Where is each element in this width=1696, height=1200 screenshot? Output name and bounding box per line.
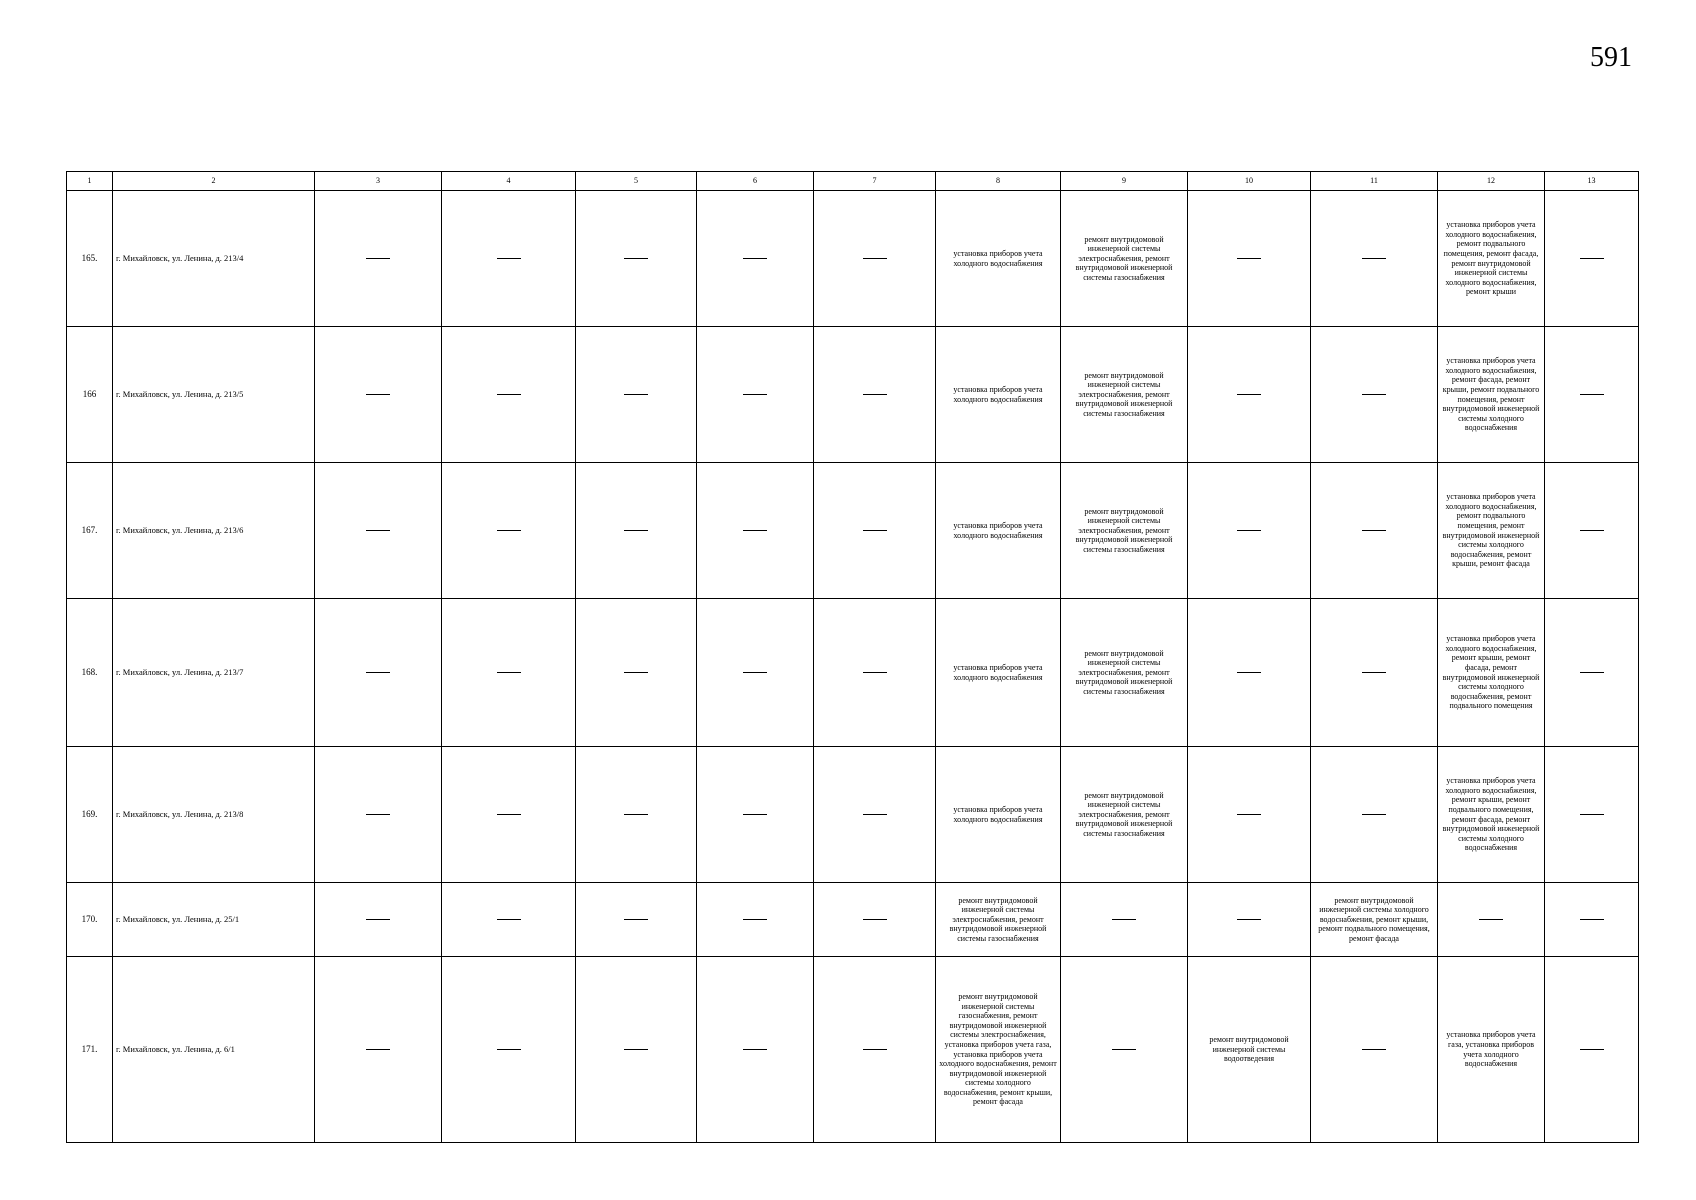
dash-mark: [743, 919, 767, 920]
empty-cell-c4: [442, 747, 576, 883]
dash-mark: [863, 1049, 887, 1050]
dash-mark: [1237, 258, 1261, 259]
table-row: [67, 599, 1639, 747]
empty-cell-c4: [442, 327, 576, 463]
dash-mark: [743, 1049, 767, 1050]
dash-mark: [863, 530, 887, 531]
dash-mark: [863, 919, 887, 920]
empty-cell-c6: [697, 957, 814, 1143]
address-cell: г. Михайловск, ул. Ленина, д. 213/7: [113, 599, 315, 747]
dash-mark: [624, 530, 648, 531]
work-list-cell-c10: [1188, 957, 1311, 1143]
row-number: 168.: [67, 599, 113, 747]
dash-mark: [497, 394, 521, 395]
empty-cell-c5: [576, 191, 697, 327]
dash-mark: [1362, 530, 1386, 531]
column-header-1: 1: [67, 172, 113, 191]
work-list-text: ремонт внутридомовой инженерной системы электроснабжения, ремонт внутридомовой инженерной системы газоснабжения: [1075, 370, 1173, 418]
address-cell: г. Михайловск, ул. Ленина, д. 213/6: [113, 463, 315, 599]
row-number: 169.: [67, 747, 113, 883]
empty-cell-c10: [1188, 463, 1311, 599]
dash-mark: [1580, 530, 1604, 531]
address-cell: г. Михайловск, ул. Ленина, д. 213/5: [113, 327, 315, 463]
work-list-cell-c9: [1061, 747, 1188, 883]
work-list-text: установка приборов учета холодного водоснабжения, ремонт подвального помещения, ремонт фасада, ремонт внутридомовой инженерной системы холодного водоснабжения, ремонт крыши: [1443, 220, 1539, 297]
work-list-text: ремонт внутридомовой инженерной системы электроснабжения, ремонт внутридомовой инженерной системы газоснабжения: [949, 895, 1047, 943]
empty-cell-c3: [315, 191, 442, 327]
dash-mark: [743, 394, 767, 395]
dash-mark: [366, 394, 390, 395]
dash-mark: [1362, 814, 1386, 815]
work-list-text: ремонт внутридомовой инженерной системы газоснабжения, ремонт внутридомовой инженерной системы электроснабжения, установка приборов учета газа, установка приборов учета холодного водоснабжения, ремонт внутридомовой инженерной системы холодного водоснабжения, ремонт крыши, ремонт фасада: [939, 991, 1057, 1107]
table-row: [67, 463, 1639, 599]
work-list-text: установка приборов учета холодного водоснабжения: [953, 662, 1043, 682]
work-list-cell-c9: [1061, 327, 1188, 463]
work-list-text: ремонт внутридомовой инженерной системы водоотведения: [1209, 1035, 1289, 1064]
work-list-text: установка приборов учета холодного водоснабжения, ремонт фасада, ремонт крыши, ремонт подвального помещения, ремонт внутридомовой инженерной системы холодного водоснабжения: [1442, 356, 1540, 433]
empty-cell-c4: [442, 463, 576, 599]
dash-mark: [624, 394, 648, 395]
empty-cell-c9: [1061, 957, 1188, 1143]
empty-cell-c10: [1188, 747, 1311, 883]
empty-cell-c3: [315, 747, 442, 883]
dash-mark: [366, 672, 390, 673]
dash-mark: [1362, 394, 1386, 395]
dash-mark: [1580, 672, 1604, 673]
empty-cell-c3: [315, 463, 442, 599]
dash-mark: [497, 672, 521, 673]
address-cell: г. Михайловск, ул. Ленина, д. 25/1: [113, 883, 315, 957]
dash-mark: [624, 814, 648, 815]
work-list-cell-c12: [1438, 599, 1545, 747]
dash-mark: [624, 1049, 648, 1050]
empty-cell-c10: [1188, 191, 1311, 327]
empty-cell-c13: [1545, 747, 1639, 883]
work-list-cell-c12: [1438, 747, 1545, 883]
empty-cell-c12: [1438, 883, 1545, 957]
dash-mark: [863, 394, 887, 395]
table-header-row: [67, 172, 1639, 191]
empty-cell-c11: [1311, 747, 1438, 883]
dash-mark: [1580, 394, 1604, 395]
dash-mark: [1580, 919, 1604, 920]
table-row: [67, 191, 1639, 327]
empty-cell-c3: [315, 883, 442, 957]
empty-cell-c11: [1311, 191, 1438, 327]
empty-cell-c4: [442, 191, 576, 327]
column-header-5: 5: [576, 172, 697, 191]
table-row: [67, 747, 1639, 883]
work-list-text: установка приборов учета газа, установка приборов учета холодного водоснабжения: [1446, 1030, 1536, 1069]
dash-mark: [1362, 672, 1386, 673]
work-list-text: ремонт внутридомовой инженерной системы электроснабжения, ремонт внутридомовой инженерной системы газоснабжения: [1075, 648, 1173, 696]
work-list-text: установка приборов учета холодного водоснабжения: [953, 248, 1043, 268]
address-cell: г. Михайловск, ул. Ленина, д. 213/4: [113, 191, 315, 327]
empty-cell-c6: [697, 747, 814, 883]
work-list-cell-c12: [1438, 957, 1545, 1143]
dash-mark: [743, 530, 767, 531]
work-list-text: ремонт внутридомовой инженерной системы холодного водоснабжения, ремонт крыши, ремонт подвального помещения, ремонт фасада: [1318, 895, 1430, 943]
column-header-11: 11: [1311, 172, 1438, 191]
dash-mark: [497, 814, 521, 815]
empty-cell-c5: [576, 327, 697, 463]
empty-cell-c11: [1311, 327, 1438, 463]
dash-mark: [863, 814, 887, 815]
work-list-text: установка приборов учета холодного водоснабжения: [953, 384, 1043, 404]
work-list-text: установка приборов учета холодного водоснабжения, ремонт подвального помещения, ремонт внутридомовой инженерной системы холодного водоснабжения, ремонт крыши, ремонт фасада: [1442, 492, 1540, 569]
empty-cell-c7: [814, 883, 936, 957]
work-list-text: установка приборов учета холодного водоснабжения: [953, 804, 1043, 824]
work-list-cell-c8: [936, 599, 1061, 747]
column-header-9: 9: [1061, 172, 1188, 191]
work-list-cell-c11: [1311, 883, 1438, 957]
work-list-text: ремонт внутридомовой инженерной системы электроснабжения, ремонт внутридомовой инженерной системы газоснабжения: [1075, 506, 1173, 554]
work-list-cell-c8: [936, 191, 1061, 327]
dash-mark: [624, 919, 648, 920]
table-row: [67, 883, 1639, 957]
empty-cell-c13: [1545, 327, 1639, 463]
empty-cell-c5: [576, 883, 697, 957]
dash-mark: [1580, 258, 1604, 259]
address-cell: г. Михайловск, ул. Ленина, д. 6/1: [113, 957, 315, 1143]
empty-cell-c3: [315, 599, 442, 747]
row-number: 165.: [67, 191, 113, 327]
empty-cell-c4: [442, 883, 576, 957]
work-list-cell-c9: [1061, 599, 1188, 747]
dash-mark: [1237, 814, 1261, 815]
empty-cell-c3: [315, 957, 442, 1143]
work-list-text: ремонт внутридомовой инженерной системы электроснабжения, ремонт внутридомовой инженерной системы газоснабжения: [1075, 790, 1173, 838]
empty-cell-c6: [697, 883, 814, 957]
dash-mark: [366, 814, 390, 815]
row-number: 166: [67, 327, 113, 463]
column-header-6: 6: [697, 172, 814, 191]
table-row: [67, 957, 1639, 1143]
dash-mark: [1580, 1049, 1604, 1050]
dash-mark: [863, 672, 887, 673]
work-list-cell-c8: [936, 463, 1061, 599]
column-header-4: 4: [442, 172, 576, 191]
dash-mark: [1237, 919, 1261, 920]
empty-cell-c10: [1188, 599, 1311, 747]
empty-cell-c7: [814, 599, 936, 747]
empty-cell-c10: [1188, 883, 1311, 957]
dash-mark: [1237, 394, 1261, 395]
dash-mark: [366, 919, 390, 920]
work-list-text: установка приборов учета холодного водоснабжения, ремонт крыши, ремонт подвального помещения, ремонт фасада, ремонт внутридомовой инженерной системы холодного водоснабжения: [1442, 776, 1540, 853]
work-list-cell-c12: [1438, 191, 1545, 327]
dash-mark: [497, 1049, 521, 1050]
dash-mark: [1112, 1049, 1136, 1050]
work-list-cell-c12: [1438, 327, 1545, 463]
dash-mark: [624, 258, 648, 259]
dash-mark: [1479, 919, 1503, 920]
empty-cell-c6: [697, 191, 814, 327]
dash-mark: [1237, 530, 1261, 531]
empty-cell-c7: [814, 463, 936, 599]
empty-cell-c5: [576, 463, 697, 599]
empty-cell-c6: [697, 463, 814, 599]
empty-cell-c10: [1188, 327, 1311, 463]
dash-mark: [497, 919, 521, 920]
empty-cell-c11: [1311, 599, 1438, 747]
column-header-12: 12: [1438, 172, 1545, 191]
empty-cell-c4: [442, 957, 576, 1143]
empty-cell-c11: [1311, 463, 1438, 599]
work-list-cell-c8: [936, 327, 1061, 463]
repair-table: [66, 171, 1639, 1143]
dash-mark: [497, 530, 521, 531]
empty-cell-c6: [697, 327, 814, 463]
row-number: 167.: [67, 463, 113, 599]
work-list-text: ремонт внутридомовой инженерной системы электроснабжения, ремонт внутридомовой инженерной системы газоснабжения: [1075, 234, 1173, 282]
dash-mark: [624, 672, 648, 673]
column-header-2: 2: [113, 172, 315, 191]
dash-mark: [366, 1049, 390, 1050]
dash-mark: [1237, 672, 1261, 673]
empty-cell-c7: [814, 957, 936, 1143]
column-header-13: 13: [1545, 172, 1639, 191]
dash-mark: [743, 672, 767, 673]
dash-mark: [497, 258, 521, 259]
dash-mark: [366, 530, 390, 531]
empty-cell-c5: [576, 747, 697, 883]
dash-mark: [1362, 1049, 1386, 1050]
row-number: 171.: [67, 957, 113, 1143]
work-list-cell-c8: [936, 747, 1061, 883]
row-number: 170.: [67, 883, 113, 957]
empty-cell-c7: [814, 191, 936, 327]
column-header-7: 7: [814, 172, 936, 191]
column-header-3: 3: [315, 172, 442, 191]
dash-mark: [1580, 814, 1604, 815]
empty-cell-c9: [1061, 883, 1188, 957]
empty-cell-c13: [1545, 883, 1639, 957]
work-list-cell-c12: [1438, 463, 1545, 599]
work-list-cell-c8: [936, 883, 1061, 957]
work-list-text: установка приборов учета холодного водоснабжения, ремонт крыши, ремонт фасада, ремонт внутридомовой инженерной системы холодного водоснабжения, ремонт подвального помещения: [1442, 634, 1540, 711]
work-list-cell-c9: [1061, 463, 1188, 599]
work-list-cell-c9: [1061, 191, 1188, 327]
dash-mark: [1362, 258, 1386, 259]
empty-cell-c5: [576, 599, 697, 747]
work-list-cell-c8: [936, 957, 1061, 1143]
page-number: 591: [1590, 42, 1632, 73]
dash-mark: [366, 258, 390, 259]
empty-cell-c13: [1545, 599, 1639, 747]
dash-mark: [743, 814, 767, 815]
dash-mark: [1112, 919, 1136, 920]
empty-cell-c3: [315, 327, 442, 463]
empty-cell-c13: [1545, 191, 1639, 327]
dash-mark: [743, 258, 767, 259]
table-row: [67, 327, 1639, 463]
address-cell: г. Михайловск, ул. Ленина, д. 213/8: [113, 747, 315, 883]
empty-cell-c4: [442, 599, 576, 747]
empty-cell-c7: [814, 747, 936, 883]
empty-cell-c13: [1545, 957, 1639, 1143]
empty-cell-c5: [576, 957, 697, 1143]
empty-cell-c6: [697, 599, 814, 747]
dash-mark: [863, 258, 887, 259]
empty-cell-c11: [1311, 957, 1438, 1143]
column-header-8: 8: [936, 172, 1061, 191]
column-header-10: 10: [1188, 172, 1311, 191]
work-list-text: установка приборов учета холодного водоснабжения: [953, 520, 1043, 540]
empty-cell-c13: [1545, 463, 1639, 599]
empty-cell-c7: [814, 327, 936, 463]
